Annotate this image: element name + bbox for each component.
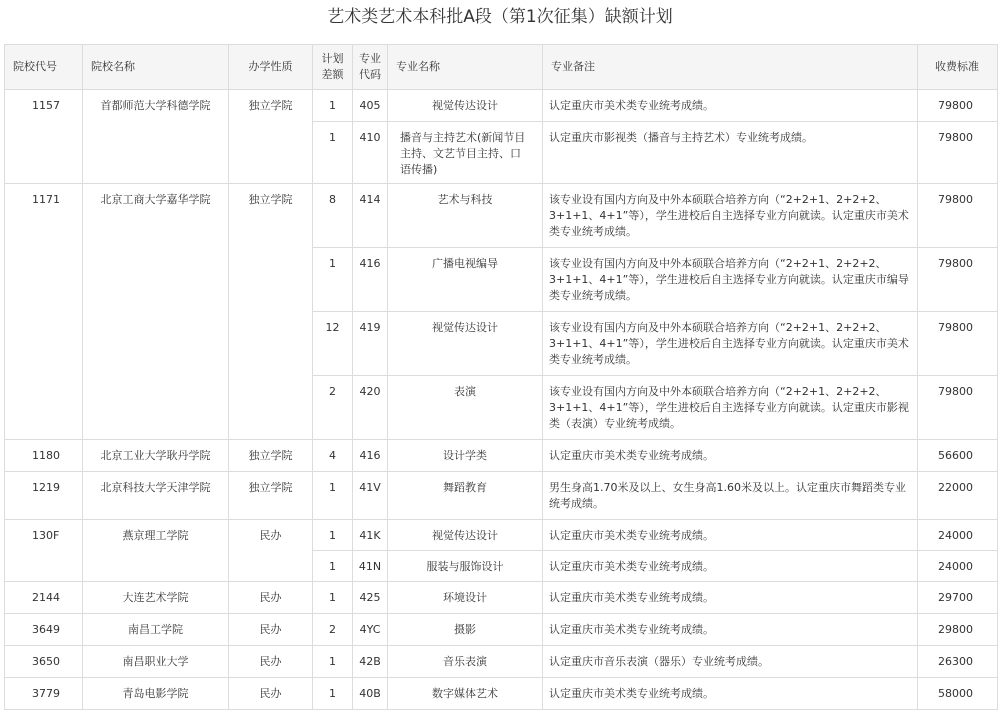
major-code-cell: 41V	[353, 472, 388, 520]
plan-gap-cell: 1	[313, 582, 353, 614]
school-code-cell: 3650	[5, 646, 83, 678]
major-name-cell: 视觉传达设计	[388, 90, 543, 122]
header-plan-gap-line1: 计划	[321, 52, 344, 65]
plan-gap-cell: 4	[313, 440, 353, 472]
major-note-cell: 认定重庆市音乐表演（器乐）专业统考成绩。	[543, 646, 918, 678]
major-note-cell: 认定重庆市美术类专业统考成绩。	[543, 90, 918, 122]
header-plan-gap	[313, 45, 353, 90]
table-body	[5, 90, 998, 710]
fee-cell: 26300	[918, 646, 998, 678]
major-code-cell: 40B	[353, 678, 388, 710]
school-name-cell: 燕京理工学院	[83, 520, 229, 582]
table-row	[5, 678, 998, 710]
major-code-cell: 420	[353, 376, 388, 440]
school-nature-cell: 独立学院	[229, 440, 313, 472]
major-note-cell: 该专业设有国内方向及中外本硕联合培养方向（“2+2+1、2+2+2、3+1+1、4+1”等），学生进校后自主选择专业方向就读。认定重庆市编导类专业统考成绩。	[543, 248, 918, 312]
major-name-cell: 舞蹈教育	[388, 472, 543, 520]
school-code-cell: 3779	[5, 678, 83, 710]
table-row	[5, 472, 998, 520]
table-row	[5, 582, 998, 614]
school-name-cell: 大连艺术学院	[83, 582, 229, 614]
major-note-cell: 认定重庆市美术类专业统考成绩。	[543, 551, 918, 582]
school-name-cell: 北京科技大学天津学院	[83, 472, 229, 520]
fee-cell: 79800	[918, 122, 998, 184]
school-name-cell: 南昌职业大学	[83, 646, 229, 678]
fee-cell: 24000	[918, 551, 998, 582]
header-school-nature: 办学性质	[229, 45, 313, 90]
major-note-cell: 认定重庆市影视类（播音与主持艺术）专业统考成绩。	[543, 122, 918, 184]
major-note-cell: 认定重庆市美术类专业统考成绩。	[543, 520, 918, 551]
school-nature-cell: 民办	[229, 520, 313, 582]
header-major-code-line2: 代码	[359, 68, 381, 81]
major-name-cell	[388, 122, 543, 184]
table-row	[5, 520, 998, 551]
major-name-cell: 表演	[388, 376, 543, 440]
table-row	[5, 440, 998, 472]
major-name-cell: 服装与服饰设计	[388, 551, 543, 582]
school-nature-cell: 民办	[229, 646, 313, 678]
major-code-cell: 414	[353, 184, 388, 248]
major-name-cell: 视觉传达设计	[388, 312, 543, 376]
school-code-cell: 1219	[5, 472, 83, 520]
major-name-cell: 艺术与科技	[388, 184, 543, 248]
header-school-name: 院校名称	[83, 45, 229, 90]
table-row	[5, 614, 998, 646]
fee-cell: 58000	[918, 678, 998, 710]
major-note-cell: 认定重庆市美术类专业统考成绩。	[543, 678, 918, 710]
major-note-cell: 男生身高1.70米及以上、女生身高1.60米及以上。认定重庆市舞蹈类专业统考成绩。	[543, 472, 918, 520]
fee-cell: 56600	[918, 440, 998, 472]
fee-cell: 79800	[918, 184, 998, 248]
header-fee: 收费标准	[918, 45, 998, 90]
major-code-cell: 41N	[353, 551, 388, 582]
major-code-cell: 425	[353, 582, 388, 614]
major-name-cell: 环境设计	[388, 582, 543, 614]
school-nature-cell: 民办	[229, 614, 313, 646]
table-row	[5, 184, 998, 248]
page-title: 艺术类艺术本科批A段（第1次征集）缺额计划	[327, 7, 673, 27]
school-name-cell: 北京工商大学嘉华学院	[83, 184, 229, 440]
fee-cell: 79800	[918, 312, 998, 376]
table-row	[5, 90, 998, 122]
school-name-cell: 北京工业大学耿丹学院	[83, 440, 229, 472]
major-note-cell: 认定重庆市美术类专业统考成绩。	[543, 440, 918, 472]
major-name-cell: 视觉传达设计	[388, 520, 543, 551]
school-code-cell: 1157	[5, 90, 83, 184]
major-code-cell: 4YC	[353, 614, 388, 646]
plan-gap-cell: 1	[313, 248, 353, 312]
plan-gap-cell: 1	[313, 90, 353, 122]
fee-cell: 29700	[918, 582, 998, 614]
major-name-cell: 设计学类	[388, 440, 543, 472]
plan-gap-cell: 1	[313, 472, 353, 520]
fee-cell: 22000	[918, 472, 998, 520]
major-code-cell: 416	[353, 248, 388, 312]
school-nature-cell: 独立学院	[229, 90, 313, 184]
major-note-cell: 该专业设有国内方向及中外本硕联合培养方向（“2+2+1、2+2+2、3+1+1、4+1”等），学生进校后自主选择专业方向就读。认定重庆市美术类专业统考成绩。	[543, 312, 918, 376]
school-nature-cell: 民办	[229, 582, 313, 614]
fee-cell: 79800	[918, 248, 998, 312]
major-code-cell: 41K	[353, 520, 388, 551]
major-name-text: 播音与主持艺术(新闻节目主持、文艺节目主持、口语传播)	[400, 131, 526, 176]
plan-gap-cell: 1	[313, 520, 353, 551]
school-nature-cell: 独立学院	[229, 184, 313, 440]
header-major-note: 专业备注	[543, 45, 918, 90]
school-name-cell: 南昌工学院	[83, 614, 229, 646]
plan-gap-cell: 1	[313, 678, 353, 710]
fee-cell: 29800	[918, 614, 998, 646]
school-code-cell: 1180	[5, 440, 83, 472]
table-row	[5, 646, 998, 678]
major-note-cell: 该专业设有国内方向及中外本硕联合培养方向（“2+2+1、2+2+2、3+1+1、4+1”等），学生进校后自主选择专业方向就读。认定重庆市美术类专业统考成绩。	[543, 184, 918, 248]
plan-gap-cell: 8	[313, 184, 353, 248]
major-code-cell: 405	[353, 90, 388, 122]
major-code-cell: 410	[353, 122, 388, 184]
school-code-cell: 3649	[5, 614, 83, 646]
school-name-cell: 青岛电影学院	[83, 678, 229, 710]
major-code-cell: 42B	[353, 646, 388, 678]
plan-gap-cell: 1	[313, 551, 353, 582]
major-name-cell: 摄影	[388, 614, 543, 646]
major-code-cell: 416	[353, 440, 388, 472]
header-major-code	[353, 45, 388, 90]
school-code-cell: 1171	[5, 184, 83, 440]
major-name-cell: 数字媒体艺术	[388, 678, 543, 710]
fee-cell: 79800	[918, 376, 998, 440]
major-note-cell: 认定重庆市美术类专业统考成绩。	[543, 614, 918, 646]
header-major-name: 专业名称	[388, 45, 543, 90]
school-nature-cell: 民办	[229, 678, 313, 710]
major-name-cell: 广播电视编导	[388, 248, 543, 312]
major-note-cell: 认定重庆市美术类专业统考成绩。	[543, 582, 918, 614]
school-code-cell: 130F	[5, 520, 83, 582]
header-school-code: 院校代号	[5, 45, 83, 90]
major-name-cell: 音乐表演	[388, 646, 543, 678]
plan-gap-cell: 1	[313, 122, 353, 184]
fee-cell: 24000	[918, 520, 998, 551]
fee-cell: 79800	[918, 90, 998, 122]
plan-gap-cell: 1	[313, 646, 353, 678]
header-major-code-line1: 专业	[359, 52, 381, 65]
major-note-cell: 该专业设有国内方向及中外本硕联合培养方向（“2+2+1、2+2+2、3+1+1、4+1”等），学生进校后自主选择专业方向就读。认定重庆市影视类（表演）专业统考成绩。	[543, 376, 918, 440]
school-name-cell: 首都师范大学科德学院	[83, 90, 229, 184]
quota-table	[4, 44, 998, 710]
table-header-row	[5, 45, 998, 90]
school-nature-cell: 独立学院	[229, 472, 313, 520]
plan-gap-cell: 12	[313, 312, 353, 376]
school-code-cell: 2144	[5, 582, 83, 614]
plan-gap-cell: 2	[313, 376, 353, 440]
major-code-cell: 419	[353, 312, 388, 376]
header-plan-gap-line2: 差额	[321, 68, 344, 81]
plan-gap-cell: 2	[313, 614, 353, 646]
